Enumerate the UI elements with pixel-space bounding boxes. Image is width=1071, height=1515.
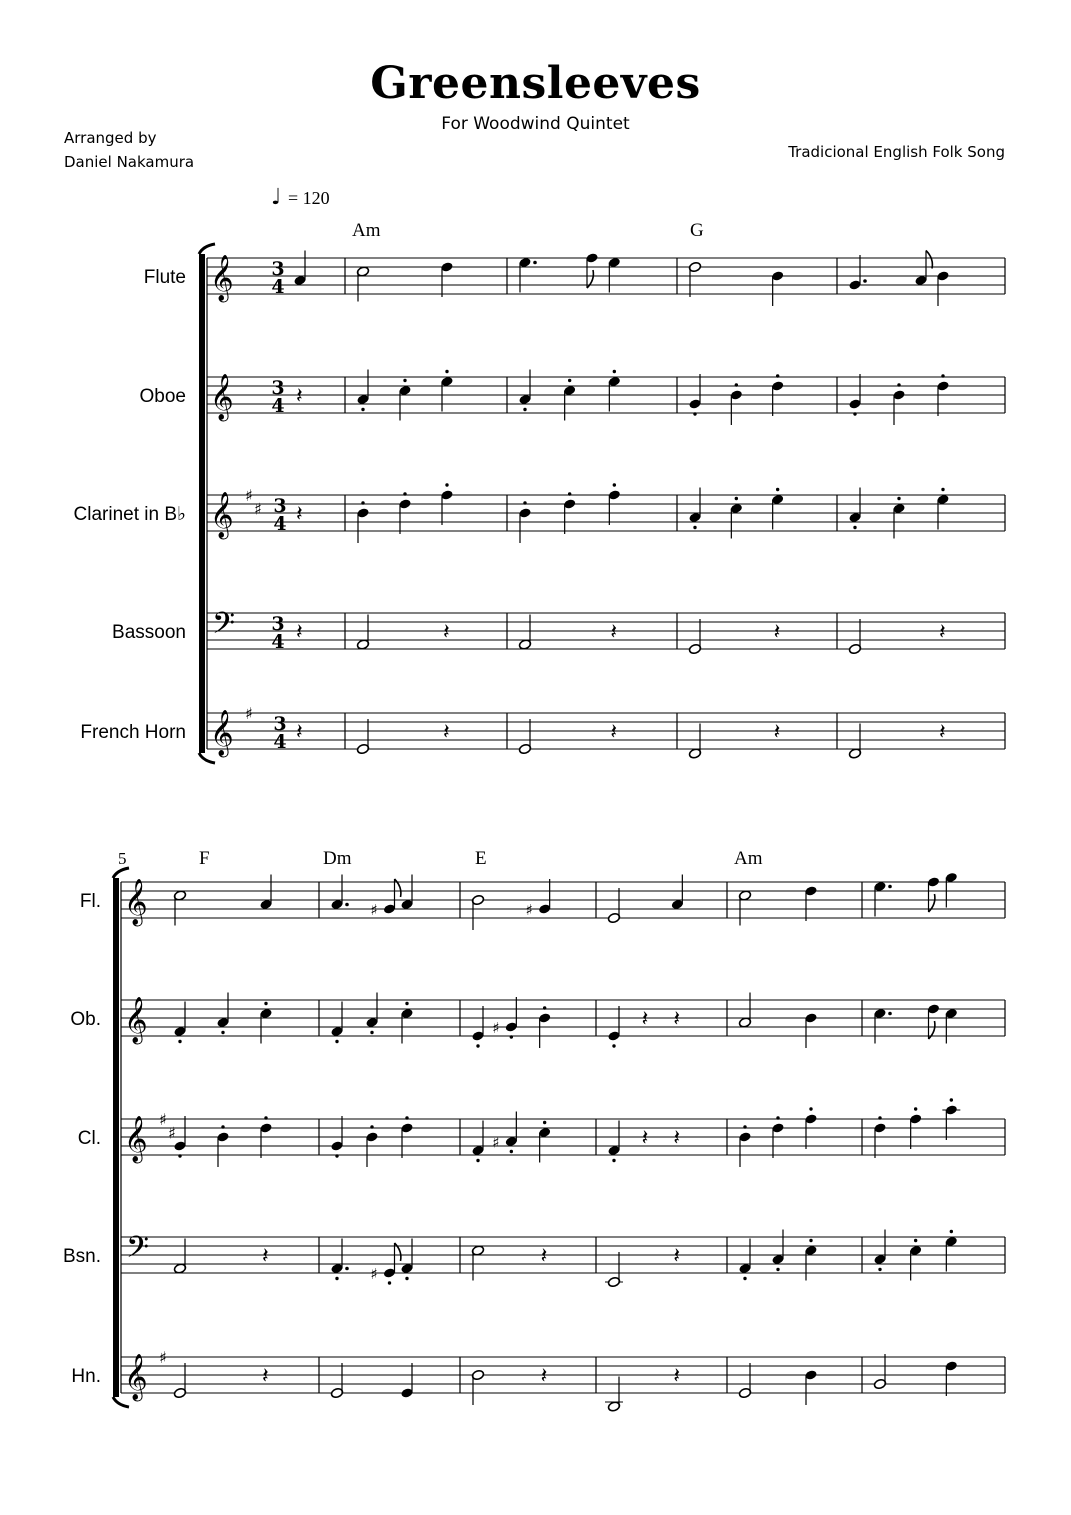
accidental-sharp-icon: ♯ [492,1133,500,1152]
treble-clef-icon: 𝄞 [210,255,234,301]
staccato-dot [941,488,944,491]
staccato-dot [941,374,944,377]
augmentation-dot [533,261,537,265]
staccato-dot [914,1107,917,1110]
staccato-dot [735,497,738,500]
time-sig-bottom: 4 [273,731,287,753]
staccato-dot [403,492,406,495]
time-sig-top: 3 [273,713,287,735]
staccato-dot [612,1159,615,1162]
staccato-dot [612,1044,615,1047]
staccato-dot [361,501,364,504]
chord-symbol: Am [734,848,763,869]
key-sharp-icon: ♯ [159,1110,167,1129]
staccato-dot [897,383,900,386]
treble-clef-icon: 𝄞 [124,879,148,925]
accidental-sharp-icon: ♯ [492,1019,500,1037]
staccato-dot [568,379,571,382]
quarter-rest-icon: 𝄽 [296,620,303,645]
quarter-rest-icon: 𝄽 [641,1007,649,1032]
time-sig-top: 3 [271,377,285,399]
staccato-dot [950,1230,953,1233]
quarter-rest-icon: 𝄽 [443,720,450,745]
staccato-dot [335,1277,338,1280]
augmentation-dot [863,279,867,283]
bass-clef-icon: 𝄢 [212,607,236,648]
staccato-dot [405,1277,408,1280]
staccato-dot [735,383,738,386]
staccato-dot [388,1281,391,1284]
key-sharp-icon: ♯ [159,1348,167,1367]
staccato-dot [221,1125,224,1128]
staccato-dot [178,1154,181,1157]
time-sig-top: 3 [271,258,285,280]
treble-clef-icon: 𝄞 [210,492,234,538]
staccato-dot [405,1002,408,1005]
treble-clef-icon: 𝄞 [124,997,148,1043]
time-sig-bottom: 4 [271,631,285,653]
quarter-rest-icon: 𝄽 [443,620,450,645]
instrument-short-label: Bsn. [62,1246,101,1267]
staccato-dot [693,526,696,529]
staccato-dot [370,1125,373,1128]
quarter-rest-icon: 𝄽 [262,1364,269,1389]
staccato-dot [613,370,616,373]
augmentation-dot [345,903,349,907]
tempo-marking: = 120 [288,188,330,208]
quarter-rest-icon: 𝄽 [673,1007,681,1032]
quarter-rest-icon: 𝄽 [673,1364,681,1389]
staccato-dot [776,1268,779,1271]
measure-number: 5 [118,849,127,868]
chord-symbol: Dm [323,848,352,869]
time-sig-top: 3 [271,613,285,635]
key-sharp-icon: ♯ [254,499,262,519]
score-subtitle: For Woodwind Quintet [441,114,630,134]
staccato-dot [878,1116,881,1119]
staccato-dot [221,1031,224,1034]
system-bracket [113,878,119,1397]
staccato-dot [510,1035,513,1038]
chord-symbol: F [199,848,210,869]
time-sig-bottom: 4 [271,276,285,298]
treble-clef-icon: 𝄞 [124,1354,148,1400]
accidental-sharp-icon: ♯ [525,901,533,919]
instrument-short-label: Hn. [71,1366,101,1387]
augmentation-dot [888,885,892,889]
quarter-rest-icon: 𝄽 [773,620,781,645]
time-sig-bottom: 4 [271,395,285,417]
quarter-rest-icon: 𝄽 [296,720,303,745]
treble-clef-icon: 𝄞 [210,374,234,420]
eighth-flag [926,251,932,269]
quarter-rest-icon: 𝄽 [296,502,303,527]
staccato-dot [809,1239,812,1242]
quarter-rest-icon: 𝄽 [673,1244,681,1269]
quarter-rest-icon: 𝄽 [296,384,303,409]
quarter-rest-icon: 𝄽 [540,1364,548,1389]
treble-clef-icon: 𝄞 [210,710,234,756]
time-sig-top: 3 [273,495,287,517]
instrument-label: French Horn [80,722,186,743]
staccato-dot [743,1277,746,1280]
staccato-dot [335,1154,338,1157]
bass-clef-icon: 𝄢 [126,1231,150,1272]
staccato-dot [543,1121,546,1124]
staccato-dot [878,1268,881,1271]
staccato-dot [335,1040,338,1043]
instrument-label: Clarinet in B♭ [73,504,186,525]
staccato-dot [914,1239,917,1242]
bracket-top-hook [113,868,129,878]
bracket-top-hook [199,244,215,254]
staccato-dot [361,408,364,411]
quarter-rest-icon: 𝄽 [540,1244,548,1269]
staccato-dot [693,412,696,415]
quarter-rest-icon: 𝄽 [939,720,946,745]
staccato-dot [853,412,856,415]
treble-clef-icon: 𝄞 [124,1116,148,1162]
accidental-sharp-icon: ♯ [370,1265,378,1283]
tempo-quarter-note-icon: ♩ [271,185,282,210]
staccato-dot [476,1159,479,1162]
staccato-dot [743,1125,746,1128]
staccato-dot [950,1098,953,1101]
arranger-name: Daniel Nakamura [64,153,195,171]
quarter-rest-icon: 𝄽 [939,620,946,645]
system-bracket [199,254,205,753]
staccato-dot [776,374,779,377]
staccato-dot [613,483,616,486]
quarter-rest-icon: 𝄽 [610,620,618,645]
instrument-label: Oboe [139,386,186,407]
staccato-dot [370,1031,373,1034]
quarter-rest-icon: 𝄽 [641,1126,649,1151]
staccato-dot [476,1044,479,1047]
quarter-rest-icon: 𝄽 [610,720,618,745]
key-sharp-icon: ♯ [168,1123,176,1143]
accidental-sharp-icon: ♯ [370,901,378,919]
staccato-dot [405,1116,408,1119]
key-sharp-icon: ♯ [245,704,253,723]
quarter-rest-icon: 𝄽 [773,720,781,745]
staccato-dot [897,497,900,500]
staccato-dot [523,501,526,504]
staccato-dot [264,1116,267,1119]
staccato-dot [776,1116,779,1119]
instrument-label: Bassoon [112,622,186,643]
instrument-short-label: Ob. [70,1009,101,1030]
staccato-dot [403,379,406,382]
time-sig-bottom: 4 [273,513,287,535]
staccato-dot [510,1150,513,1153]
staccato-dot [809,1107,812,1110]
quarter-rest-icon: 𝄽 [673,1126,681,1151]
staccato-dot [853,526,856,529]
instrument-label: Flute [143,267,186,288]
score-title: Greensleeves [370,58,701,109]
instrument-short-label: Fl. [79,891,101,912]
chord-symbol: E [475,848,487,869]
staccato-dot [445,370,448,373]
arranger-label: Arranged by [64,129,157,147]
staccato-dot [178,1040,181,1043]
quarter-rest-icon: 𝄽 [262,1244,269,1269]
augmentation-dot [345,1267,349,1271]
staccato-dot [264,1002,267,1005]
staccato-dot [445,483,448,486]
staccato-dot [543,1006,546,1009]
key-sharp-icon: ♯ [245,486,253,505]
chord-symbol: G [690,220,704,241]
staccato-dot [568,492,571,495]
instrument-short-label: Cl. [77,1128,101,1149]
composer-credit: Tradicional English Folk Song [788,143,1005,161]
augmentation-dot [888,1012,892,1016]
chord-symbol: Am [352,220,381,241]
staccato-dot [523,408,526,411]
staccato-dot [776,488,779,491]
